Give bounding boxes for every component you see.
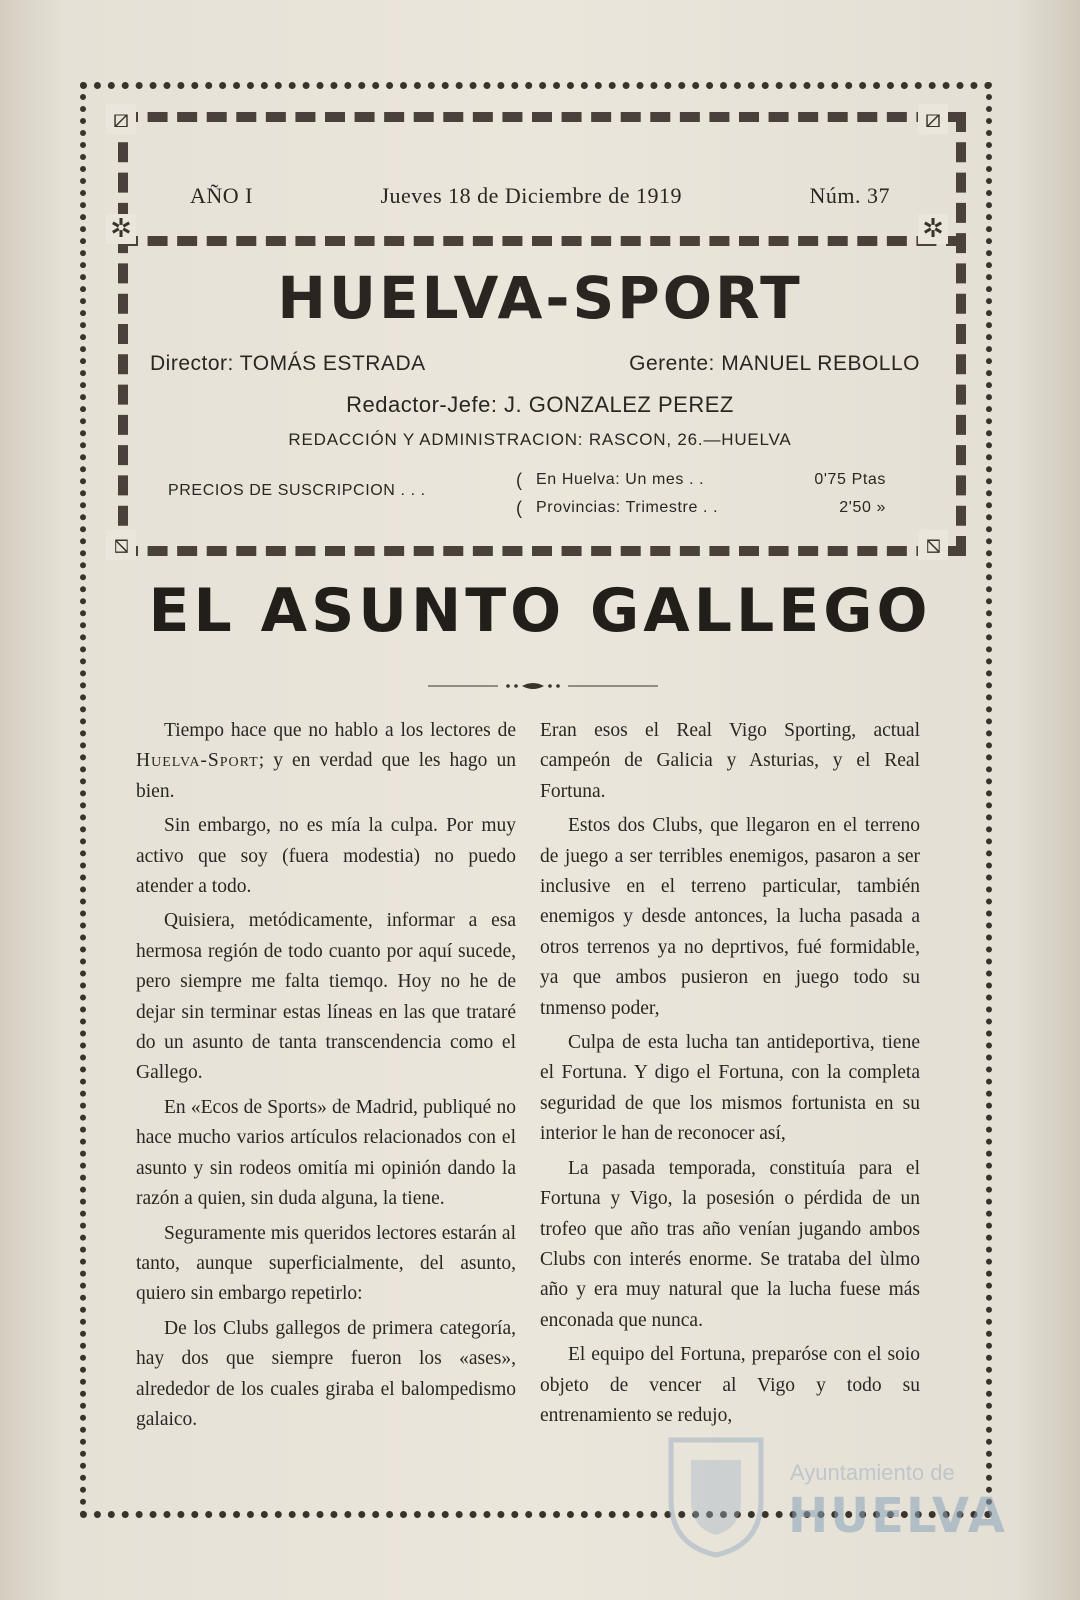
article-column-left <box>136 716 516 1439</box>
article-column-right <box>540 716 920 1435</box>
paragraph: Sin embargo, no es mía la culpa. Por muy activo que soy (fuera modestia) no puedo atender a todo. <box>136 815 516 898</box>
corner-ornament-icon: ⧄ <box>918 104 948 134</box>
corner-ornament-icon: ⧅ <box>918 530 948 560</box>
chief-editor-credit: Redactor-Jefe: J. GONZALEZ PEREZ <box>346 392 734 417</box>
issue-date: Jueves 18 de Diciembre de 1919 <box>380 183 683 208</box>
paragraph: En «Ecos de Sports» de Madrid, publiqué no hace mucho varios artículos relacionados con el asunto y sin rodeos omitía mi opinión dando la razón a quien, sin duda alguna, la tiene. <box>136 1096 516 1210</box>
paragraph: Culpa de esta lucha tan antideportiva, tiene el Fortuna. Y digo el Fortuna, con la completa seguridad de que los mismos fortunista en su interior le han de reconocer así, <box>540 1032 920 1145</box>
paragraph: El equipo del Fortuna, preparóse con el soio objeto de vencer al Vigo y todo su entrenamiento se redujo, <box>540 1344 920 1426</box>
paragraph: De los Clubs gallegos de primera categoría, hay dos que siempre fueron los «ases», alrededor de los cuales giraba el balompedismo galaico. <box>136 1317 516 1430</box>
staff-row <box>150 352 920 384</box>
corner-ornament-icon: ✲ <box>918 214 948 244</box>
article-headline: EL ASUNTO GALLEGO <box>148 576 932 646</box>
price-line-text: Provincias: Trimestre . . <box>536 499 719 516</box>
paragraph: Estos dos Clubs, que llegaron en el terreno de juego a ser terribles enemigos, pasaron a ser inclusive en el terreno particular, también enemigos y desde antonces, la lucha pasada a otros terrenos ya no deprtivos, fué formidable, ya que ambos pusieron en juego todo su tnmenso poder, <box>540 815 920 1019</box>
watermark-subtitle: Ayuntamiento de <box>790 1460 955 1485</box>
corner-ornament-icon: ⧄ <box>106 104 136 134</box>
subscription-prices <box>168 466 888 522</box>
price-line-text: En Huelva: Un mes . . <box>536 471 705 488</box>
office-address: REDACCIÓN Y ADMINISTRACION: RASCON, 26.—HUELVA <box>288 430 792 449</box>
price-value: 0'75 Ptas <box>814 471 886 488</box>
coat-of-arms-icon <box>656 1430 776 1560</box>
price-line <box>536 494 896 522</box>
price-value: 2'50 » <box>839 499 886 516</box>
issue-info-row <box>190 176 890 216</box>
brace-glyph: ( ( <box>516 470 523 518</box>
paragraph: Quisiera, metódicamente, informar a esa hermosa región de todo cuanto por aquí sucede, pero siempre me falta tiemqo. Hoy no he de dejar sin terminar estas líneas en las que trataré do un asunto de tanta transcendencia como el Gallego. <box>136 910 516 1084</box>
corner-ornament-icon: ⧅ <box>106 530 136 560</box>
paragraph: Seguramente mis queridos lectores estarán al tanto, aunque superficialmente, del asunto, quiero sin embargo repetirlo: <box>136 1222 516 1305</box>
masthead-divider <box>118 236 966 248</box>
paragraph: Eran esos el Real Vigo Sporting, actual campeón de Galicia y Asturias, y el Real Fortuna. <box>540 720 920 802</box>
archive-watermark <box>656 1414 1007 1564</box>
corner-ornament-icon: ✲ <box>106 214 136 244</box>
prices-label: PRECIOS DE SUSCRIPCION . . . <box>168 482 426 499</box>
paragraph: La pasada temporada, constituía para el Fortuna y Vigo, la posesión o pérdida de un trofeo que año tras año venían jugando ambos Clubs con interés enorme. Se trataba del ùlmo año y era muy natural que la lucha fuese más enconada que nunca. <box>540 1157 920 1331</box>
separator-ornament-icon <box>418 676 668 696</box>
director-credit: Director: TOMÁS ESTRADA <box>150 352 426 375</box>
issue-number: Núm. 37 <box>809 183 890 208</box>
newspaper-title: HUELVA-SPORT <box>277 264 803 332</box>
newspaper-name-inline: Huelva-Sport <box>136 750 259 772</box>
watermark-title: HUELVA <box>788 1488 1007 1544</box>
paragraph: Tiempo hace que no hablo a los lectores de Huelva-Sport; y en verdad que les hago un bien. <box>136 720 516 802</box>
issue-year: AÑO I <box>190 183 253 208</box>
manager-credit: Gerente: MANUEL REBOLLO <box>629 352 920 375</box>
price-line <box>536 466 896 494</box>
